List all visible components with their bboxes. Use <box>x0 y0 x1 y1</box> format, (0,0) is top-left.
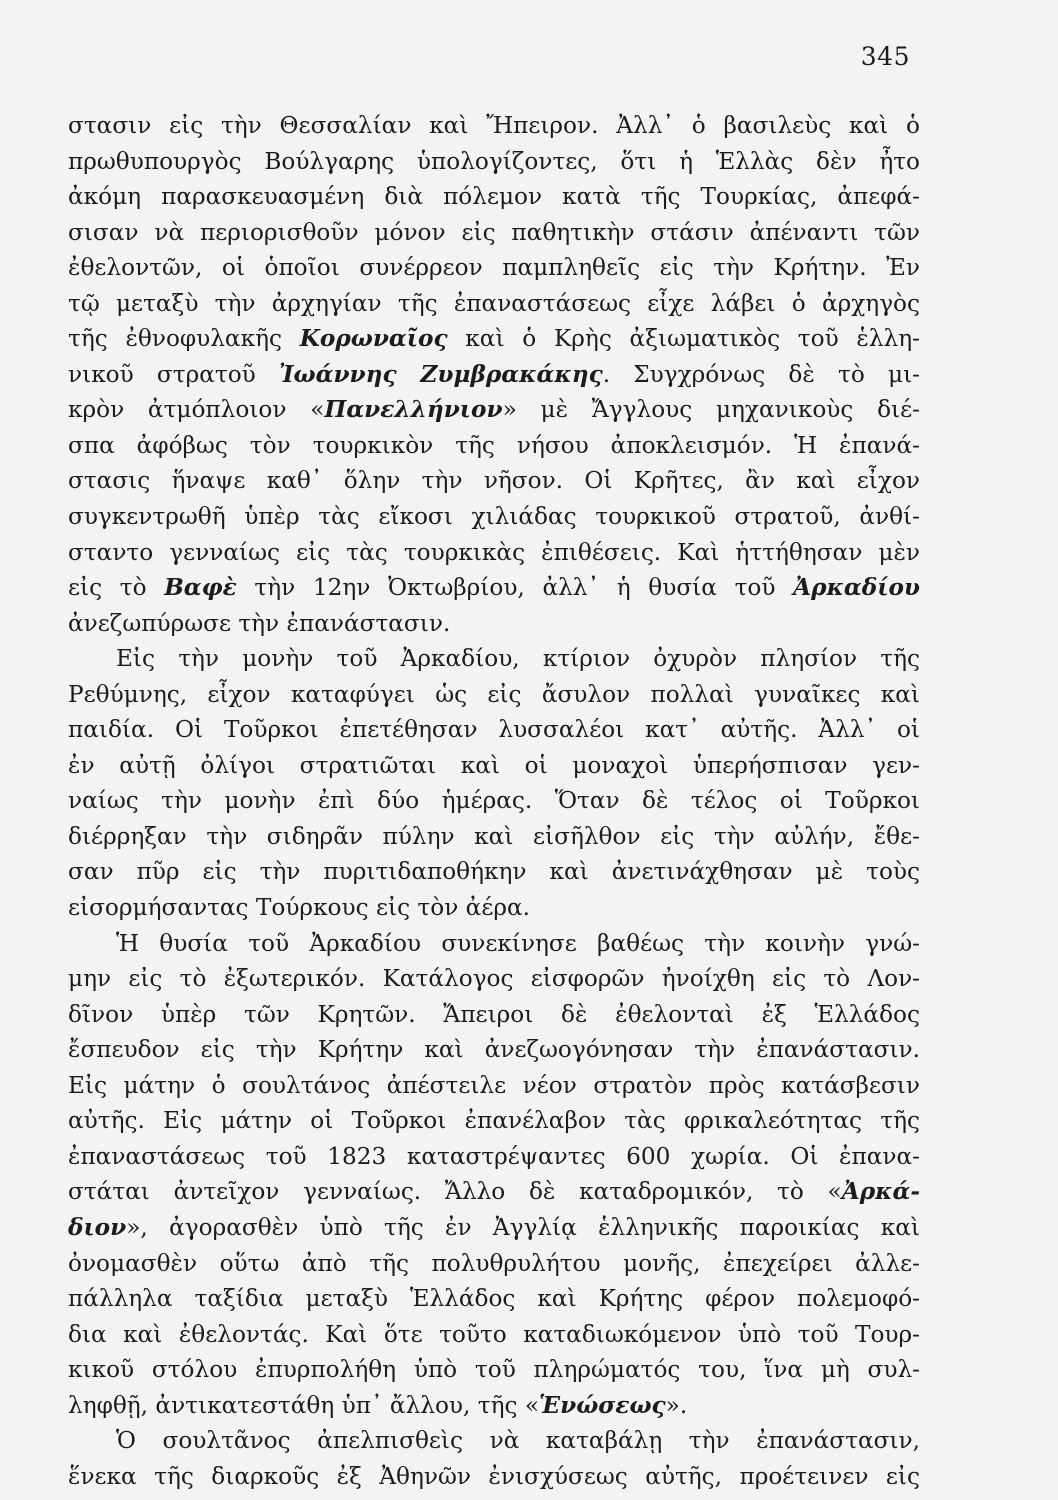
text-segment: τῷ μεταξὺ τὴν ἀρχηγίαν τῆς ἐπαναστάσεως εἶχε λάβει ὁ ἀρχηγὸς <box>68 289 920 317</box>
emphasized-text: Ἑνώσεως <box>539 1391 666 1419</box>
text-segment: στασιν εἰς τὴν Θεσσαλίαν καὶ Ἤπειρον. Ἀλλ᾿ ὁ βασιλεὺς καὶ ὁ <box>68 112 920 139</box>
text-line <box>68 1459 920 1495</box>
text-segment: » μὲ Ἄγγλους μηχανικοὺς διέ- <box>502 396 920 424</box>
text-line <box>68 961 920 997</box>
text-segment: στασις ἥναψε καθ᾿ ὅλην τὴν νῆσον. Οἱ Κρῆτες, ἂν καὶ εἶχον <box>68 467 920 495</box>
text-segment: σπα ἀφόβως τὸν τουρκικὸν τῆς νήσου ἀποκλεισμόν. Ἡ ἐπανά- <box>68 431 920 459</box>
text-segment: δῖνον ὑπὲρ τῶν Κρητῶν. Ἄπειροι δὲ ἐθελονταὶ ἐξ Ἑλλάδος <box>68 1000 920 1028</box>
text-line <box>68 748 920 784</box>
text-line <box>68 428 920 464</box>
text-segment: στάται ἀντεῖχον γενναίως. Ἄλλο δὲ καταδρομικόν, τὸ « <box>68 1178 842 1206</box>
text-segment: κικοῦ στόλου ἐπυρπολήθη ὑπὸ τοῦ πληρώματός του, ἵνα μὴ συλ- <box>68 1356 920 1384</box>
text-line <box>68 144 920 180</box>
text-segment: Ἡ θυσία τοῦ Ἀρκαδίου συνεκίνησε βαθέως τὴν κοινὴν γνώ- <box>116 929 920 957</box>
text-line <box>68 357 920 393</box>
text-segment: ἐπαναστάσεως τοῦ 1823 καταστρέψαντες 600 χωρία. Οἱ ἐπανα- <box>68 1142 920 1170</box>
emphasized-text: Ἀρκαδίου <box>793 574 920 602</box>
text-segment: σαν πῦρ εἰς τὴν πυριτιδαποθήκην καὶ ἀνετινάχθησαν μὲ τοὺς <box>68 858 920 886</box>
text-line <box>68 926 920 962</box>
text-line <box>68 499 920 535</box>
text-segment: Εἰς μάτην ὁ σουλτάνος ἀπέστειλε νέον στρατὸν πρὸς κατάσβεσιν <box>68 1071 920 1099</box>
text-line <box>68 286 920 322</box>
text-line <box>68 1388 920 1424</box>
text-line <box>68 606 920 642</box>
text-line <box>68 1032 920 1068</box>
text-line <box>68 1317 920 1353</box>
text-segment: . Συγχρόνως δὲ τὸ μι- <box>602 360 920 388</box>
text-line <box>68 997 920 1033</box>
text-line <box>68 854 920 890</box>
text-segment: ἀνεζωπύρωσε τὴν ἐπανάστασιν. <box>68 609 451 637</box>
text-segment: ». <box>665 1391 688 1419</box>
emphasized-text: Ἰωάννης Ζυμβρακάκης <box>278 360 603 388</box>
text-segment: ἐν αὐτῇ ὀλίγοι στρατιῶται καὶ οἱ μοναχοὶ ὑπερήσπισαν γεν- <box>68 751 920 779</box>
text-line <box>68 535 920 571</box>
text-line <box>68 1281 920 1317</box>
text-segment: νικοῦ στρατοῦ <box>68 360 279 388</box>
text-segment: καὶ ὁ Κρὴς ἀξιωματικὸς τοῦ ἑλλη- <box>447 325 920 353</box>
text-segment: ληφθῇ, ἀντικατεστάθη ὑπ᾿ ἄλλου, τῆς « <box>68 1391 540 1419</box>
text-segment: ἕνεκα τῆς διαρκοῦς ἐξ Ἀθηνῶν ἐνισχύσεως αὐτῆς, προέτεινεν εἰς <box>68 1462 920 1490</box>
text-segment: Εἰς τὴν μονὴν τοῦ Ἀρκαδίου, κτίριον ὀχυρὸν πλησίον τῆς <box>116 645 920 673</box>
text-line <box>68 1103 920 1139</box>
text-segment: ἔσπευδον εἰς τὴν Κρήτην καὶ ἀνεζωογόνησαν τὴν ἐπανάστασιν. <box>68 1036 920 1064</box>
text-segment: δια καὶ ἐθελοντάς. Καὶ ὅτε τοῦτο καταδιωκόμενον ὑπὸ τοῦ Τουρ- <box>68 1320 920 1348</box>
text-line <box>68 1210 920 1246</box>
text-line <box>68 641 920 677</box>
text-line <box>68 570 920 606</box>
text-segment: ὀνομασθὲν οὕτω ἀπὸ τῆς πολυθρυλήτου μονῆς, ἐπεχείρει ἀλλε- <box>68 1249 920 1277</box>
text-segment: πάλληλα ταξίδια μεταξὺ Ἑλλάδος καὶ Κρήτης φέρον πολεμοφό- <box>68 1285 920 1313</box>
text-line <box>68 1423 920 1459</box>
text-segment: κρὸν ἀτμόπλοιον « <box>68 396 325 424</box>
text-line <box>68 108 920 144</box>
emphasized-text: Κορωναῖος <box>299 325 448 353</box>
text-segment: σταντο γενναίως εἰς τὰς τουρκικὰς ἐπιθέσεις. Καὶ ἡττήθησαν μὲν <box>68 538 920 566</box>
text-segment: Ὁ σουλτᾶνος ἀπελπισθεὶς νὰ καταβάλῃ τὴν ἐπανάστασιν, <box>116 1427 920 1455</box>
text-line <box>68 677 920 713</box>
text-segment: εἰσορμήσαντας Τούρκους εἰς τὸν ἀέρα. <box>68 894 531 922</box>
emphasized-text: Βαφὲ <box>164 574 237 602</box>
text-line <box>68 463 920 499</box>
text-line <box>68 783 920 819</box>
text-line <box>68 819 920 855</box>
text-segment: συγκεντρωθῆ ὑπὲρ τὰς εἴκοσι χιλιάδας τουρκικοῦ στρατοῦ, ἀνθί- <box>68 503 920 531</box>
text-line <box>68 321 920 357</box>
emphasized-text: Πανελλήνιον <box>324 396 503 424</box>
text-segment: », ἀγορασθὲν ὑπὸ τῆς ἐν Ἀγγλίᾳ ἑλληνικῆς παροικίας καὶ <box>126 1213 920 1241</box>
text-segment: Ρεθύμνης, εἶχον καταφύγει ὡς εἰς ἄσυλον πολλαὶ γυναῖκες καὶ <box>68 680 920 708</box>
text-line <box>68 215 920 251</box>
page-number: 345 <box>860 42 910 71</box>
text-line <box>68 1352 920 1388</box>
text-line <box>68 712 920 748</box>
text-segment: ναίως τὴν μονὴν ἐπὶ δύο ἡμέρας. Ὅταν δὲ τέλος οἱ Τοῦρκοι <box>68 787 920 815</box>
text-segment: παιδία. Οἱ Τοῦρκοι ἐπετέθησαν λυσσαλέοι κατ᾿ αὐτῆς. Ἀλλ᾿ οἱ <box>68 716 920 744</box>
text-line <box>68 1068 920 1104</box>
text-line <box>68 1174 920 1210</box>
emphasized-text: Ἀρκά- <box>841 1178 920 1206</box>
text-line <box>68 179 920 215</box>
text-segment: αὐτῆς. Εἰς μάτην οἱ Τοῦρκοι ἐπανέλαβον τὰς φρικαλεότητας τῆς <box>68 1107 920 1135</box>
text-segment: πρωθυπουργὸς Βούλγαρης ὑπολογίζοντες, ὅτι ἡ Ἑλλὰς δὲν ἦτο <box>68 147 920 175</box>
text-segment: σισαν νὰ περιορισθοῦν μόνον εἰς παθητικὴν στάσιν ἀπέναντι τῶν <box>68 218 920 246</box>
text-line <box>68 890 920 926</box>
text-segment: τὴν 12ην Ὀκτωβρίου, ἀλλ᾿ ἡ θυσία τοῦ <box>236 574 794 602</box>
text-segment: μην εἰς τὸ ἐξωτερικόν. Κατάλογος εἰσφορῶν ἠνοίχθη εἰς τὸ Λον- <box>68 965 920 993</box>
body-text <box>68 108 920 1494</box>
text-line <box>68 250 920 286</box>
text-segment: ἀκόμη παρασκευασμένη διὰ πόλεμον κατὰ τῆς Τουρκίας, ἀπεφά- <box>68 183 920 211</box>
text-line <box>68 392 920 428</box>
text-segment: ἐθελοντῶν, οἱ ὁποῖοι συνέρρεον παμπληθεῖς εἰς τὴν Κρήτην. Ἐν <box>68 254 920 282</box>
text-segment: διέρρηξαν τὴν σιδηρᾶν πύλην καὶ εἰσῆλθον εἰς τὴν αὐλήν, ἔθε- <box>68 822 920 850</box>
text-line <box>68 1246 920 1282</box>
emphasized-text: διον <box>68 1213 127 1241</box>
text-segment: εἰς τὸ <box>68 574 165 602</box>
text-segment: τῆς ἐθνοφυλακῆς <box>68 325 300 353</box>
text-line <box>68 1139 920 1175</box>
